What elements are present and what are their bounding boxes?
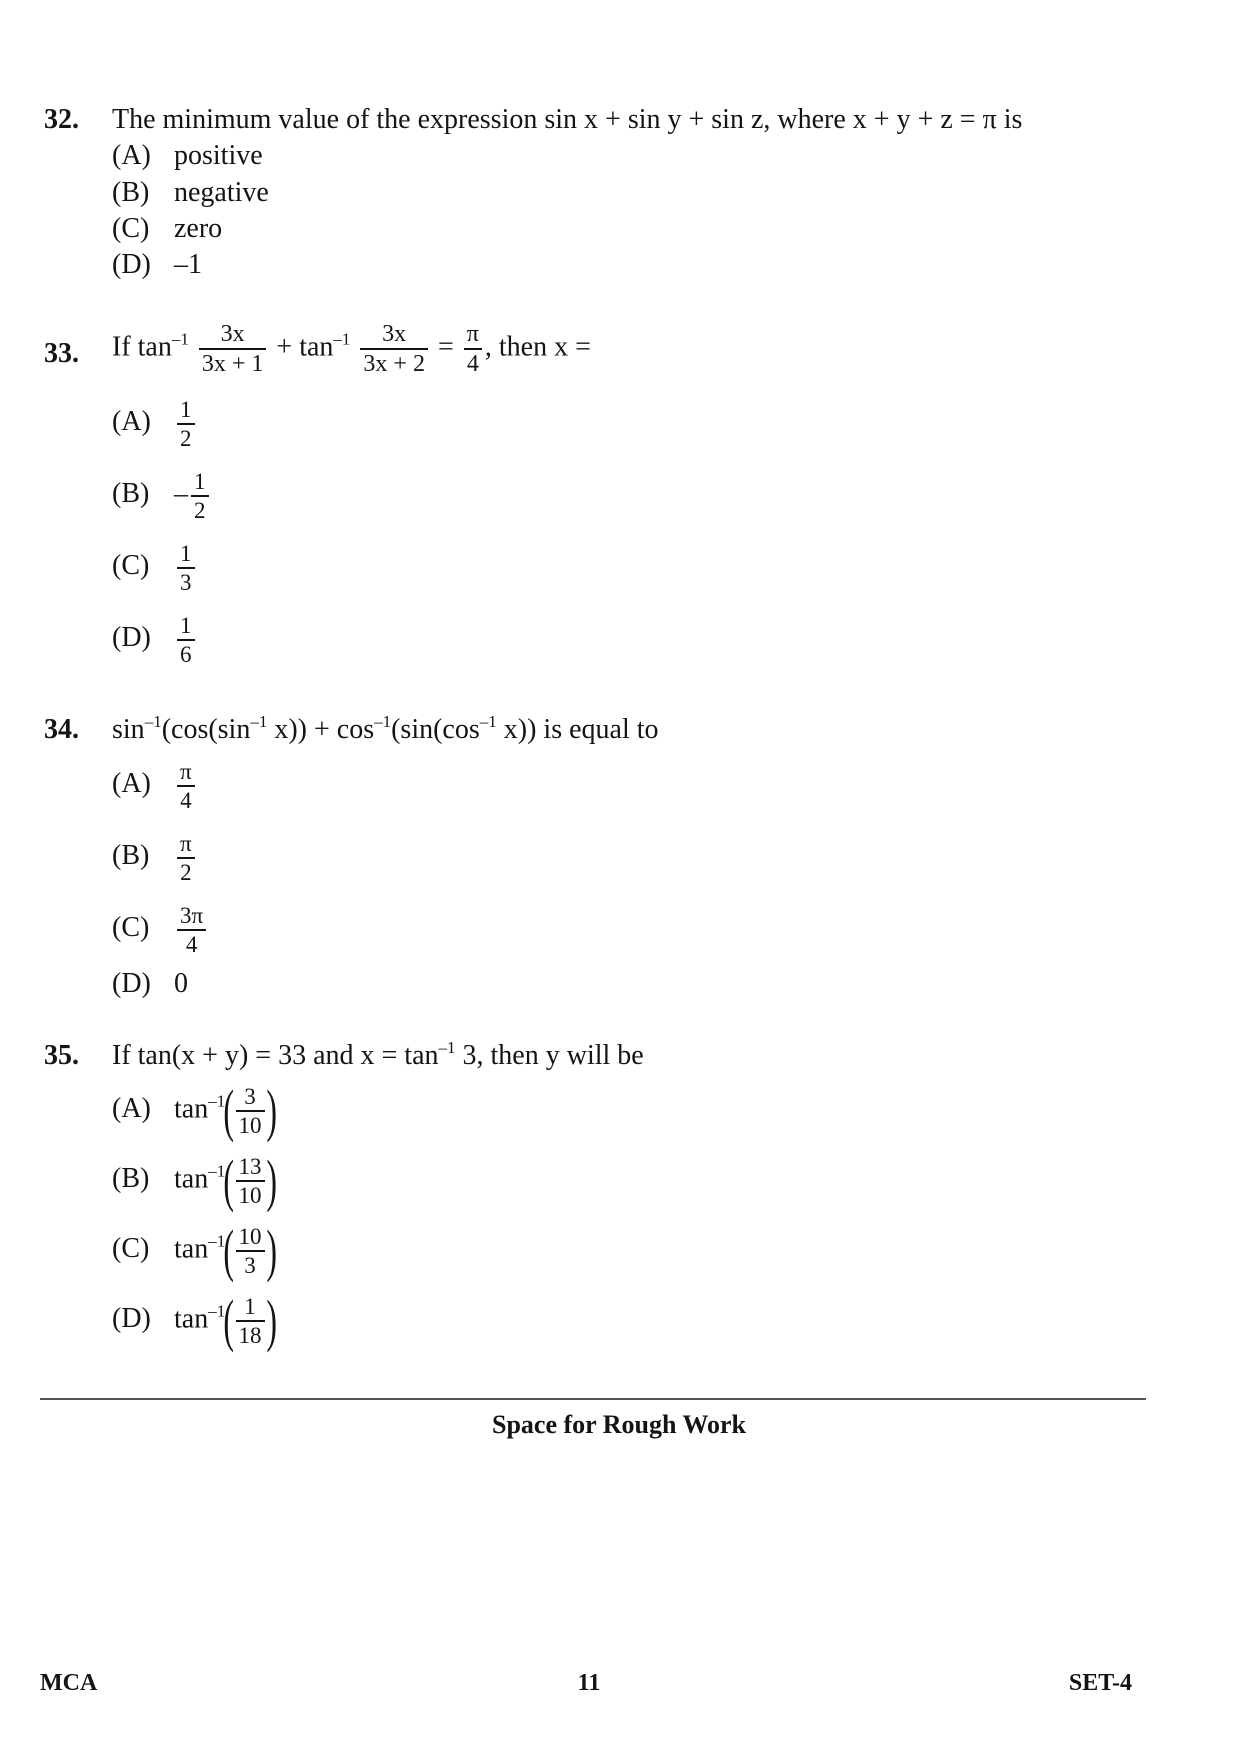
stem-text: If tan(x + y) = 33 and x = tan bbox=[112, 1040, 439, 1071]
fraction bbox=[236, 1155, 265, 1207]
sign: – bbox=[174, 478, 188, 510]
option-text: negative bbox=[174, 177, 269, 208]
question-stem bbox=[112, 714, 659, 746]
option-label: (C) bbox=[112, 912, 150, 944]
right-paren: ) bbox=[265, 1148, 277, 1213]
question-number: 34. bbox=[44, 714, 79, 745]
numerator: π bbox=[177, 832, 195, 859]
superscript: –1 bbox=[208, 1091, 226, 1111]
numerator: 1 bbox=[236, 1295, 265, 1322]
question-number: 32. bbox=[44, 104, 79, 135]
fraction bbox=[177, 832, 195, 884]
rough-work-heading: Space for Rough Work bbox=[491, 1410, 747, 1439]
superscript: –1 bbox=[250, 712, 268, 731]
fraction bbox=[177, 760, 195, 812]
superscript: –1 bbox=[144, 712, 162, 731]
superscript: –1 bbox=[208, 1161, 226, 1181]
function-name: tan bbox=[174, 1233, 209, 1265]
function-name: tan bbox=[174, 1163, 209, 1195]
option-label: (A) bbox=[112, 406, 151, 438]
denominator: 10 bbox=[238, 1113, 262, 1138]
footer-right: SET-4 bbox=[1068, 1670, 1132, 1696]
stem-text: x)) + cos bbox=[267, 714, 375, 745]
left-paren: ( bbox=[223, 1218, 235, 1283]
page-number: 11 bbox=[577, 1670, 601, 1696]
fraction bbox=[177, 904, 206, 956]
stem-text: + tan bbox=[276, 331, 334, 363]
right-paren: ) bbox=[265, 1078, 277, 1143]
denominator: 10 bbox=[238, 1183, 262, 1208]
question-number: 33. bbox=[44, 338, 79, 369]
superscript: –1 bbox=[171, 329, 189, 349]
function-name: tan bbox=[174, 1303, 209, 1335]
stem-text: If tan bbox=[112, 331, 172, 363]
footer-left: MCA bbox=[40, 1670, 98, 1696]
fraction bbox=[236, 1295, 265, 1347]
option-label: (C) bbox=[112, 1233, 150, 1265]
superscript: –1 bbox=[374, 712, 392, 731]
denominator: 4 bbox=[185, 932, 198, 957]
fraction bbox=[199, 322, 267, 376]
fraction bbox=[236, 1225, 265, 1277]
stem-text: sin bbox=[112, 714, 145, 745]
fraction bbox=[177, 398, 195, 450]
option-label: (D) bbox=[112, 968, 151, 999]
denominator: 6 bbox=[180, 642, 192, 667]
numerator: 3π bbox=[177, 904, 206, 931]
fraction bbox=[177, 542, 195, 594]
denominator: 3 bbox=[244, 1253, 256, 1278]
superscript: –1 bbox=[333, 329, 351, 349]
superscript: –1 bbox=[479, 712, 497, 731]
option-label: (B) bbox=[112, 840, 150, 872]
function-name: tan bbox=[174, 1093, 209, 1125]
question-stem bbox=[112, 1040, 644, 1072]
option-text: –1 bbox=[174, 249, 202, 280]
stem-text: (sin(cos bbox=[391, 714, 480, 745]
numerator: 10 bbox=[236, 1225, 265, 1252]
stem-text: , then x = bbox=[484, 331, 591, 363]
left-paren: ( bbox=[223, 1078, 235, 1143]
fraction bbox=[177, 614, 195, 666]
numerator: 1 bbox=[191, 470, 209, 497]
numerator: 3x bbox=[360, 322, 428, 350]
left-paren: ( bbox=[223, 1288, 235, 1353]
fraction bbox=[360, 322, 428, 376]
option-label: (A) bbox=[112, 768, 151, 800]
option-label: (B) bbox=[112, 177, 150, 208]
numerator: 3x bbox=[199, 322, 267, 350]
option-label: (D) bbox=[112, 249, 151, 280]
denominator: 3x + 2 bbox=[363, 351, 425, 377]
option-label: (C) bbox=[112, 213, 150, 244]
option-text: 0 bbox=[174, 968, 188, 999]
denominator: 2 bbox=[180, 860, 192, 885]
right-paren: ) bbox=[265, 1288, 277, 1353]
numerator: 13 bbox=[236, 1155, 265, 1182]
question-number: 35. bbox=[44, 1040, 79, 1071]
fraction bbox=[464, 322, 482, 376]
denominator: 4 bbox=[180, 788, 192, 813]
numerator: π bbox=[464, 322, 482, 350]
denominator: 18 bbox=[238, 1323, 262, 1348]
option-text: positive bbox=[174, 140, 263, 171]
divider bbox=[40, 1398, 1146, 1400]
stem-text: x)) is equal to bbox=[496, 714, 659, 745]
denominator: 3 bbox=[180, 570, 192, 595]
option-label: (D) bbox=[112, 1303, 151, 1335]
option-label: (B) bbox=[112, 478, 150, 510]
option-label: (A) bbox=[112, 140, 151, 171]
equals-sign: = bbox=[437, 331, 454, 363]
numerator: 1 bbox=[177, 398, 195, 425]
left-paren: ( bbox=[223, 1148, 235, 1213]
numerator: 3 bbox=[236, 1085, 265, 1112]
superscript: –1 bbox=[208, 1301, 226, 1321]
stem-text: (cos(sin bbox=[161, 714, 251, 745]
numerator: 1 bbox=[177, 614, 195, 641]
fraction bbox=[236, 1085, 265, 1137]
stem-text: 3, then y will be bbox=[455, 1040, 644, 1071]
option-label: (B) bbox=[112, 1163, 150, 1195]
denominator: 3x + 1 bbox=[201, 351, 264, 377]
question-stem: The minimum value of the expression sin x + sin y + sin z, where x + y + z = π is bbox=[112, 104, 1023, 135]
denominator: 2 bbox=[194, 498, 206, 523]
numerator: 1 bbox=[177, 542, 195, 569]
question-stem bbox=[112, 322, 591, 376]
superscript: –1 bbox=[208, 1231, 226, 1251]
option-label: (A) bbox=[112, 1093, 151, 1125]
option-text: zero bbox=[174, 213, 223, 244]
fraction bbox=[191, 470, 209, 522]
denominator: 4 bbox=[466, 351, 479, 377]
right-paren: ) bbox=[265, 1218, 277, 1283]
option-label: (C) bbox=[112, 550, 150, 582]
superscript: –1 bbox=[438, 1038, 456, 1057]
denominator: 2 bbox=[180, 426, 192, 451]
option-label: (D) bbox=[112, 622, 151, 654]
numerator: π bbox=[177, 760, 195, 787]
